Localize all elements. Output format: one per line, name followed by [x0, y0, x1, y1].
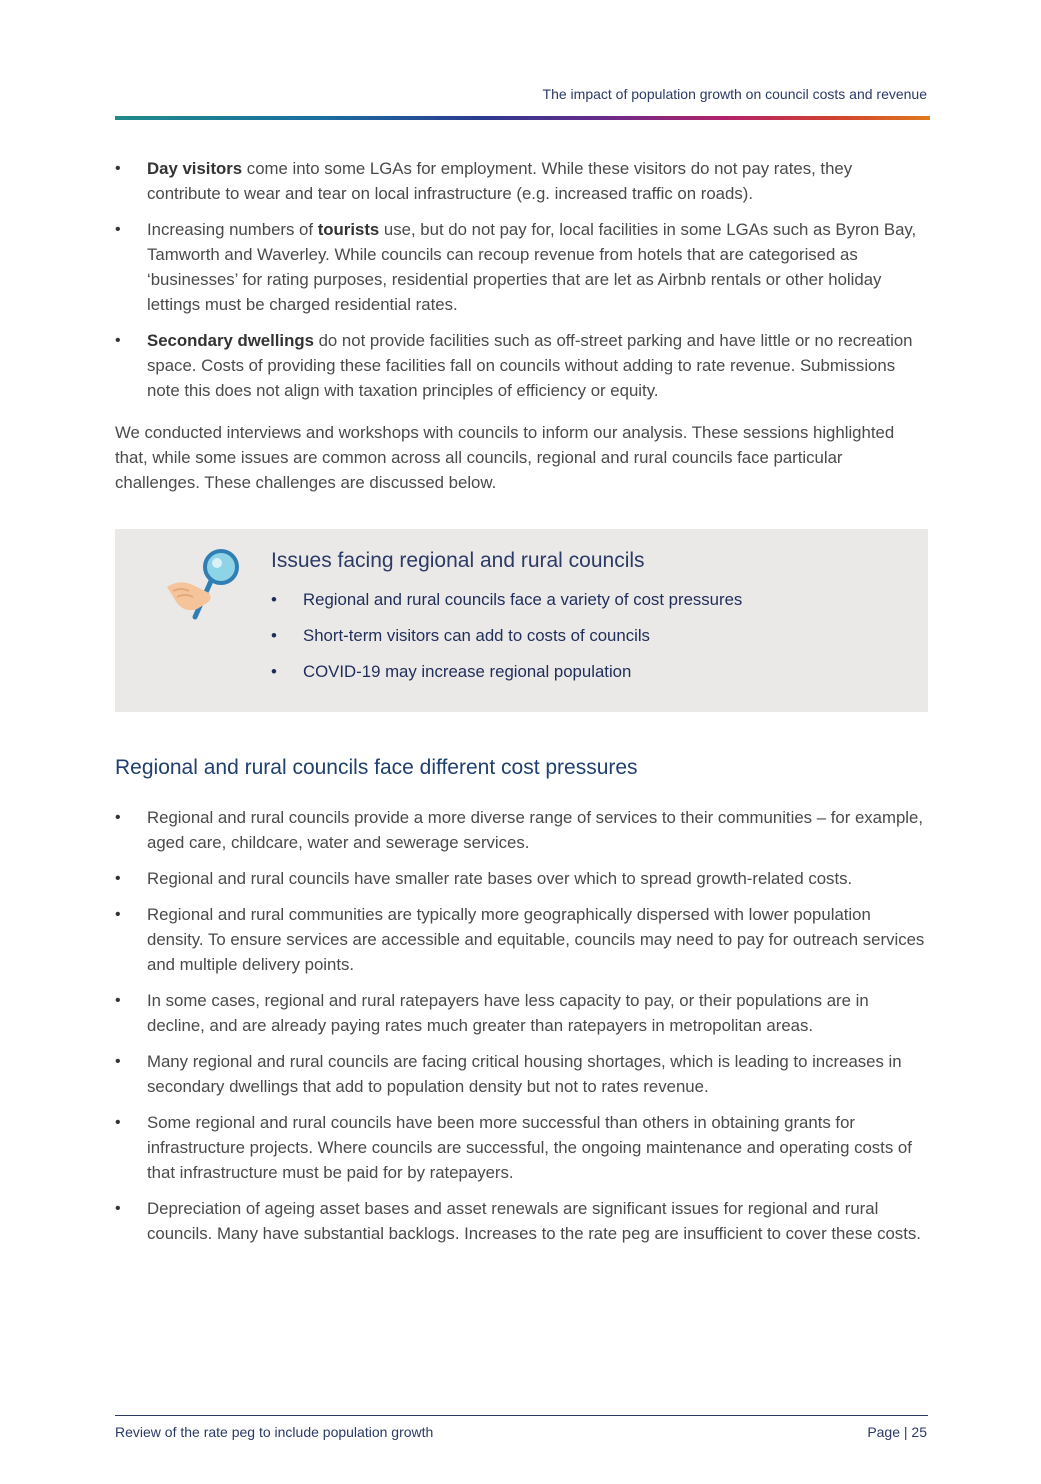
list-item: • Depreciation of ageing asset bases and asset renewals are significant issues for regional and rural councils. Many have substantial backlogs. Increases to the rate peg are insufficient to cover these costs.	[115, 1196, 930, 1246]
list-item: • Regional and rural communities are typically more geographically dispersed with lower population density. To ensure services are accessible and equitable, councils may need to pay for outreach services and multiple delivery points.	[115, 902, 930, 977]
callout-box	[115, 529, 928, 712]
callout-list	[271, 587, 742, 695]
list-item: • Increasing numbers of tourists use, but do not pay for, local facilities in some LGAs such as Byron Bay, Tamworth and Waverley. While councils can recoup revenue from hotels that are categorised as ‘businesses’ for rating purposes, residential properties that are let as Airbnb rentals or other holiday lettings must be charged residential rates.	[115, 217, 930, 317]
cost-pressures-section	[115, 805, 930, 1257]
list-item: • COVID-19 may increase regional population	[271, 659, 742, 684]
footer-document-title: Review of the rate peg to include population growth	[115, 1424, 434, 1440]
magnifying-glass-hand-icon	[163, 547, 245, 625]
header-gradient-rule	[115, 116, 930, 120]
list-item: • Secondary dwellings do not provide facilities such as off-street parking and have little or no recreation space. Costs of providing these facilities fall on councils without adding to rate revenue. Submissions note this does not align with taxation principles of efficiency or equity.	[115, 328, 930, 403]
cost-pressures-list	[115, 805, 930, 1246]
section-heading: Regional and rural councils face different cost pressures	[115, 756, 638, 779]
list-item: • Regional and rural councils have smaller rate bases over which to spread growth-related costs.	[115, 866, 930, 891]
intro-section	[115, 156, 930, 495]
footer-rule	[115, 1415, 928, 1416]
page-header-title: The impact of population growth on council costs and revenue	[542, 86, 927, 102]
footer-page-number: Page | 25	[867, 1424, 927, 1440]
list-item: • Day visitors come into some LGAs for employment. While these visitors do not pay rates, they contribute to wear and tear on local infrastructure (e.g. increased traffic on roads).	[115, 156, 930, 206]
intro-paragraph: We conducted interviews and workshops with councils to inform our analysis. These sessions highlighted that, while some issues are common across all councils, regional and rural councils face particular challenges. These challenges are discussed below.	[115, 423, 895, 492]
callout-title: Issues facing regional and rural councils	[271, 549, 645, 572]
list-item: • Regional and rural councils face a variety of cost pressures	[271, 587, 742, 612]
list-item: • In some cases, regional and rural ratepayers have less capacity to pay, or their populations are in decline, and are already paying rates much greater than ratepayers in metropolitan areas.	[115, 988, 930, 1038]
list-item: • Short-term visitors can add to costs of councils	[271, 623, 742, 648]
list-item: • Some regional and rural councils have been more successful than others in obtaining grants for infrastructure projects. Where councils are successful, the ongoing maintenance and operating costs of that infrastructure must be paid for by ratepayers.	[115, 1110, 930, 1185]
list-item: • Many regional and rural councils are facing critical housing shortages, which is leading to increases in secondary dwellings that add to population density but not to rates revenue.	[115, 1049, 930, 1099]
intro-bullet-list	[115, 156, 930, 403]
list-item: • Regional and rural councils provide a more diverse range of services to their communities – for example, aged care, childcare, water and sewerage services.	[115, 805, 930, 855]
